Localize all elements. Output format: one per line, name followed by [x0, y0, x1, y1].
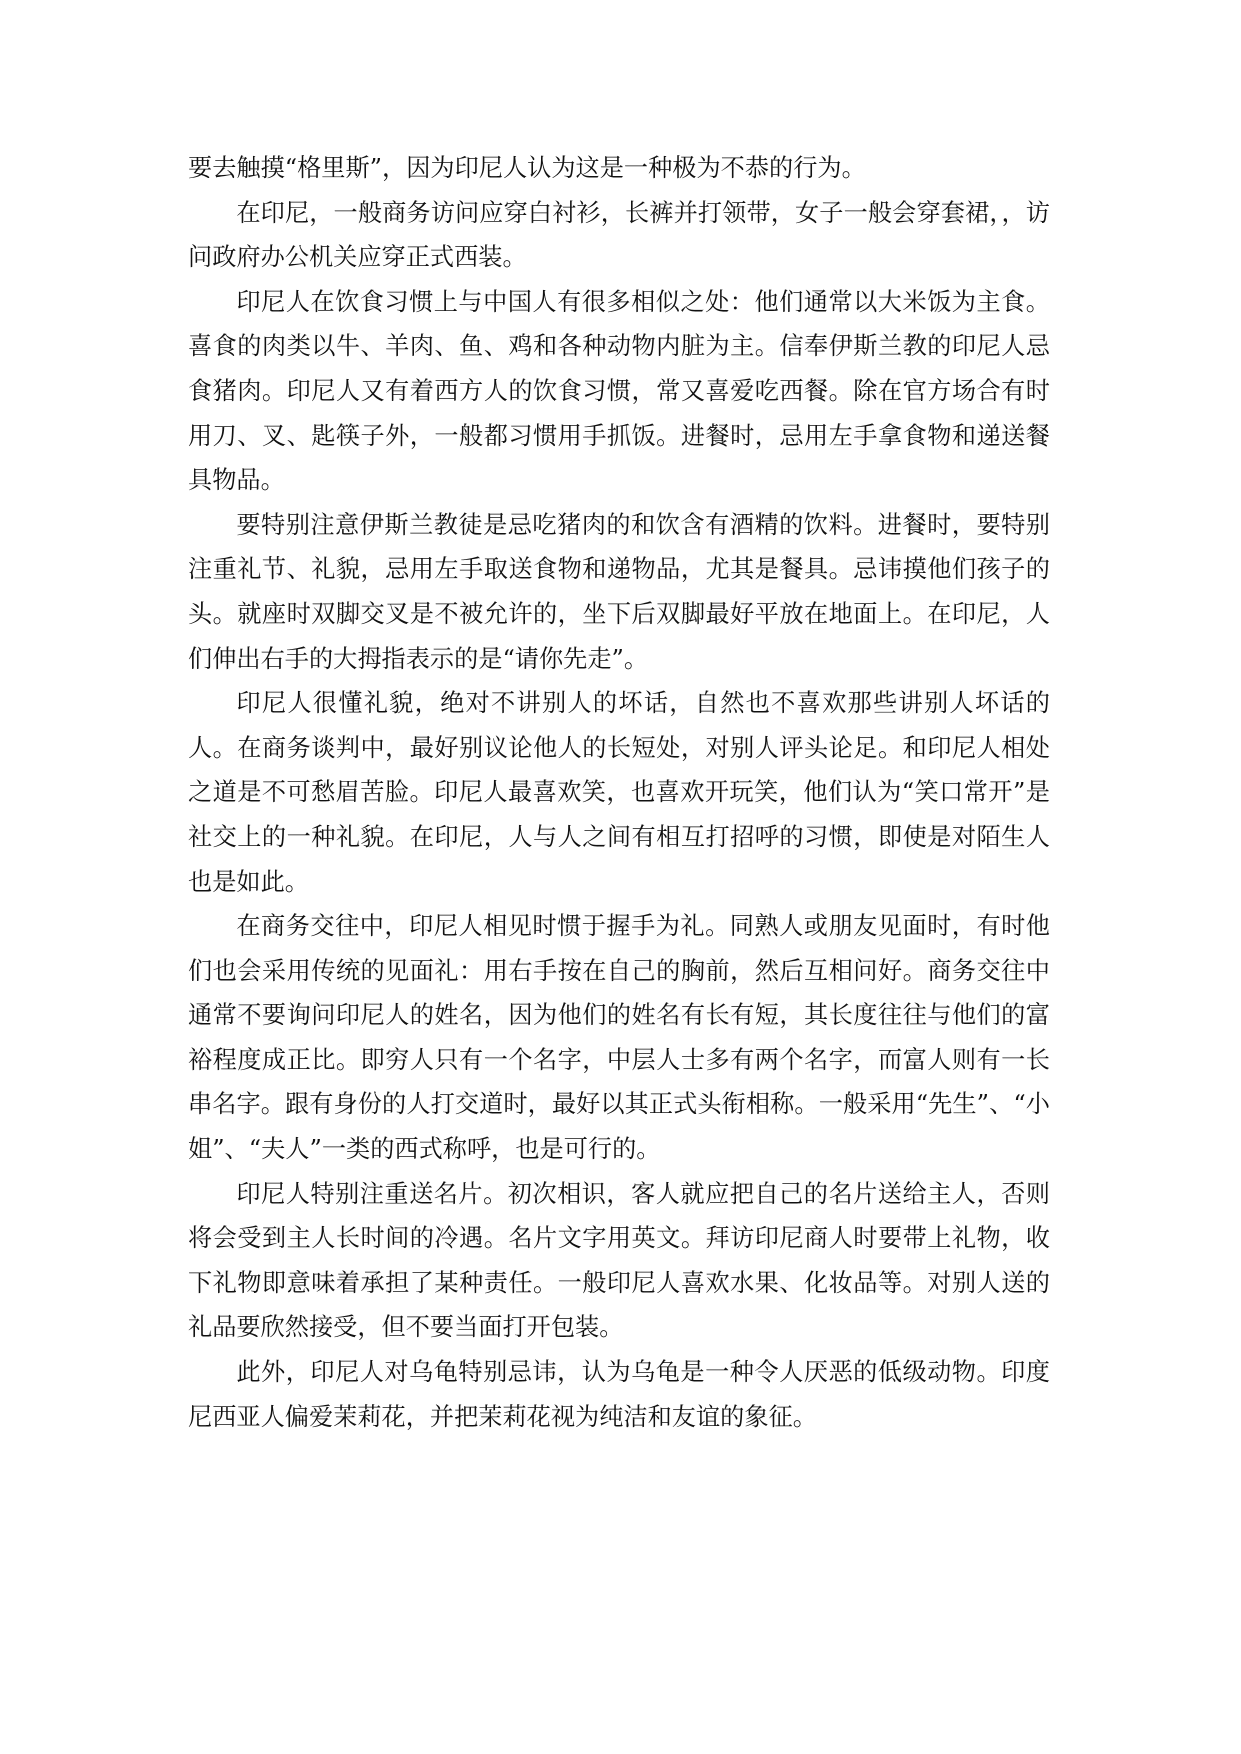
paragraph-dining-habits: 印尼人在饮食习惯上与中国人有很多相似之处：他们通常以大米饭为主食。喜食的肉类以牛、羊肉、鱼、鸡和各种动物内脏为主。信奉伊斯兰教的印尼人忌食猪肉。印尼人又有着西方人的饮食习惯，常又喜爱吃西餐。除在官方场合有时用刀、叉、匙筷子外，一般都习惯用手抓饭。进餐时，忌用左手拿食物和递送餐具物品。 [188, 287, 1050, 495]
document-body [188, 146, 1050, 1439]
paragraph-other-taboos: 此外，印尼人对乌龟特别忌讳，认为乌龟是一种令人厌恶的低级动物。印度尼西亚人偏爱茉莉花，并把茉莉花视为纯洁和友谊的象征。 [188, 1358, 1050, 1431]
paragraph-religious-taboos: 要特别注意伊斯兰教徒是忌吃猪肉的和饮含有酒精的饮料。进餐时，要特别注重礼节、礼貌，忌用左手取送食物和递物品，尤其是餐具。忌讳摸他们孩子的头。就座时双脚交叉是不被允许的，坐下后双脚最好平放在地面上。在印尼，人们伸出右手的大拇指表示的是“请你先走”。 [188, 510, 1050, 673]
paragraph-continuation: 要去触摸“格里斯”，因为印尼人认为这是一种极为不恭的行为。 [188, 154, 866, 182]
paragraph-greetings-names: 在商务交往中，印尼人相见时惯于握手为礼。同熟人或朋友见面时，有时他们也会采用传统的见面礼：用右手按在自己的胸前，然后互相问好。商务交往中通常不要询问印尼人的姓名，因为他们的姓名有长有短，其长度往往与他们的富裕程度成正比。即穷人只有一个名字，中层人士多有两个名字，而富人则有一长串名字。跟有身份的人打交道时，最好以其正式头衔相称。一般采用“先生”、“小姐”、“夫人”一类的西式称呼，也是可行的。 [188, 912, 1050, 1164]
paragraph-business-cards-gifts: 印尼人特别注重送名片。初次相识，客人就应把自己的名片送给主人，否则将会受到主人长时间的冷遇。名片文字用英文。拜访印尼商人时要带上礼物，收下礼物即意味着承担了某种责任。一般印尼人喜欢水果、化妆品等。对别人送的礼品要欣然接受，但不要当面打开包装。 [188, 1179, 1050, 1342]
paragraph-courtesy: 印尼人很懂礼貌，绝对不讲别人的坏话，自然也不喜欢那些讲别人坏话的人。在商务谈判中，最好别议论他人的长短处，对别人评头论足。和印尼人相处之道是不可愁眉苦脸。印尼人最喜欢笑，也喜欢开玩笑，他们认为“笑口常开”是社交上的一种礼貌。在印尼，人与人之间有相互打招呼的习惯，即使是对陌生人也是如此。 [188, 689, 1050, 896]
paragraph-business-attire: 在印尼，一般商务访问应穿白衬衫，长裤并打领带，女子一般会穿套裙，，访问政府办公机关应穿正式西装。 [188, 198, 1050, 272]
